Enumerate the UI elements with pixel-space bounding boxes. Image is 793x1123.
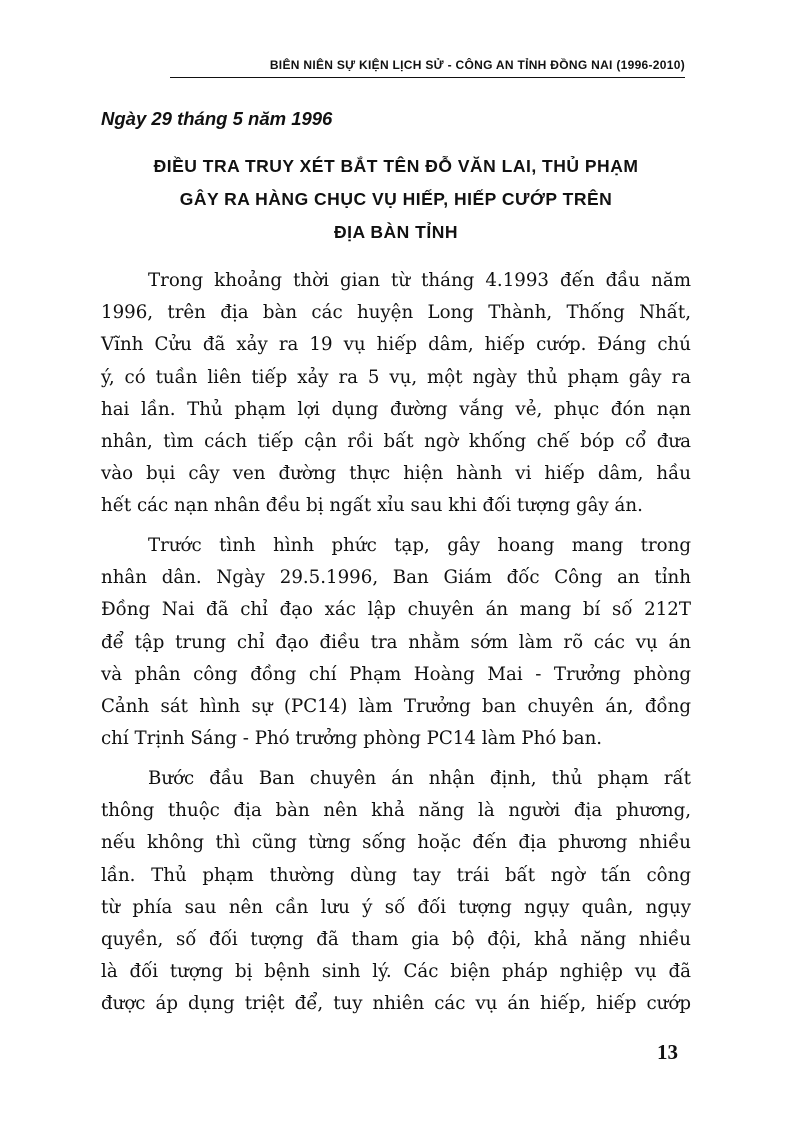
- text-line: và phân công đồng chí Phạm Hoàng Mai - Trưởng phòng: [101, 663, 691, 685]
- text-line: Trong khoảng thời gian từ tháng 4.1993 đến đầu năm: [148, 270, 691, 291]
- text-line: nhân dân. Ngày 29.5.1996, Ban Giám đốc Công an tỉnh: [101, 567, 691, 589]
- text-line: hai lần. Thủ phạm lợi dụng đường vắng vẻ, phục đón nạn: [101, 398, 691, 420]
- text-line: hết các nạn nhân đều bị ngất xỉu sau khi đối tượng gây án.: [101, 495, 643, 517]
- text-line: ý, có tuần liên tiếp xảy ra 5 vụ, một ngày thủ phạm gây ra: [101, 366, 691, 388]
- page-number: 13: [657, 1040, 678, 1064]
- headline-line: GÂY RA HÀNG CHỤC VỤ HIẾP, HIẾP CƯỚP TRÊN: [179, 189, 613, 209]
- text-line: thông thuộc địa bàn nên khả năng là người địa phương,: [101, 800, 691, 822]
- text-line: lần. Thủ phạm thường dùng tay trái bất ngờ tấn công: [101, 864, 691, 886]
- text-line: được áp dụng triệt để, tuy nhiên các vụ án hiếp, hiếp cướp: [101, 993, 691, 1015]
- entry-headline: [101, 150, 691, 249]
- headline-line: ĐỊA BÀN TỈNH: [334, 222, 458, 242]
- text-line: Cảnh sát hình sự (PC14) làm Trưởng ban chuyên án, đồng: [101, 696, 691, 718]
- headline-line: ĐIỀU TRA TRUY XÉT BẮT TÊN ĐỖ VĂN LAI, THỦ PHẠM: [153, 156, 639, 176]
- text-line: Trước tình hình phức tạp, gây hoang mang trong: [148, 535, 691, 556]
- text-line: 1996, trên địa bàn các huyện Long Thành, Thống Nhất,: [101, 302, 691, 324]
- text-line: Vĩnh Cửu đã xảy ra 19 vụ hiếp dâm, hiếp cướp. Đáng chú: [101, 334, 691, 356]
- text-line: là đối tượng bị bệnh sinh lý. Các biện pháp nghiệp vụ đã: [101, 961, 691, 983]
- text-line: nhân, tìm cách tiếp cận rồi bất ngờ khống chế bóp cổ đưa: [101, 431, 691, 453]
- text-line: nếu không thì cũng từng sống hoặc đến địa phương nhiều: [101, 832, 691, 854]
- text-line: Đồng Nai đã chỉ đạo xác lập chuyên án mang bí số 212T: [101, 599, 691, 621]
- entry-date: Ngày 29 tháng 5 năm 1996: [101, 108, 333, 129]
- paragraph-1: [101, 265, 691, 523]
- text-line: chí Trịnh Sáng - Phó trưởng phòng PC14 làm Phó ban.: [101, 728, 603, 750]
- running-header: BIÊN NIÊN SỰ KIỆN LỊCH SỬ - CÔNG AN TỈNH ĐỒNG NAI (1996-2010): [170, 58, 685, 78]
- text-line: quyền, số đối tượng đã tham gia bộ đội, khả năng nhiều: [101, 929, 691, 951]
- text-line: để tập trung chỉ đạo điều tra nhằm sớm làm rõ các vụ án: [101, 631, 691, 653]
- text-line: Bước đầu Ban chuyên án nhận định, thủ phạm rất: [148, 768, 691, 789]
- paragraph-3: [101, 763, 691, 1021]
- text-line: từ phía sau nên cần lưu ý số đối tượng ngụy quân, ngụy: [101, 896, 691, 918]
- text-line: vào bụi cây ven đường thực hiện hành vi hiếp dâm, hầu: [101, 463, 691, 485]
- paragraph-2: [101, 530, 691, 755]
